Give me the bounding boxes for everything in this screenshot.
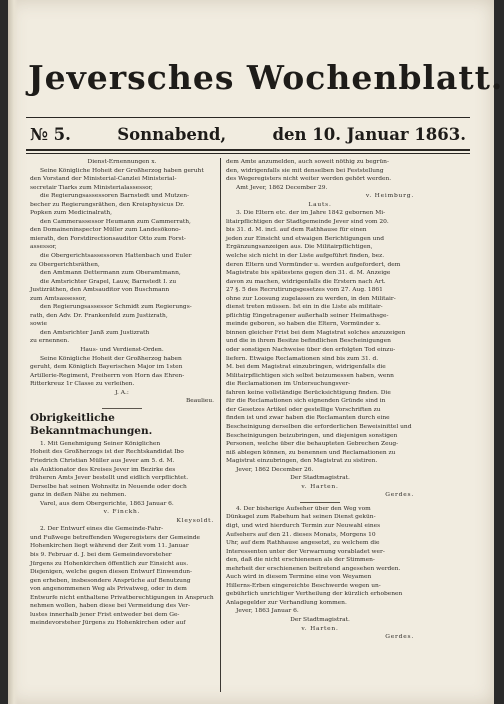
text-line: meindevorsteher Jürgens zu Hohenkirchen oder auf	[30, 620, 186, 627]
text-line: Entwurfe nicht enthaltene Privatberechtigungen in Anspruch	[30, 594, 214, 601]
text-line: mehrheit der erschienenen beitretend angesehen werden.	[226, 565, 401, 572]
text-line: den Regierungsassessor Schmidt zum Regierungs-	[40, 304, 192, 311]
text-line: Haus- und Verdienst-Orden.	[80, 347, 164, 354]
text-line: welche sich nicht in der Liste aufgeführt finden, bez.	[226, 253, 385, 260]
text-line: die Amtsrichter Grapel, Lauw, Barnstedt I. zu	[40, 278, 177, 285]
text-line: Seine Königliche Hoheit der Großherzog haben	[40, 355, 182, 362]
text-line: Diejenigen, welche gegen diesen Entwurf Einwendun-	[30, 569, 193, 576]
text-line: Friedrich Christian Müller aus Jever am 5. d. M.	[30, 457, 175, 464]
text-line: litairpflichtigen der Stadtgemeinde Jever sind vom 20.	[226, 218, 389, 225]
text-line: Amt Jever, 1862 December 29.	[236, 184, 328, 191]
text-line: die Regierungsassessoren Barnstedt und Mutzen-	[40, 193, 190, 200]
text-line: v. Finckh.	[103, 509, 141, 516]
text-line: v. Harten.	[301, 625, 339, 632]
text-line: Hillerns-Erben eingereichte Beschwerde wegen un-	[226, 582, 381, 589]
right-column	[226, 158, 414, 642]
text-line: Jever, 1863 Januar 6.	[236, 608, 299, 615]
text-line: 2. Der Entwurf eines die Gemeinde-Fahr-	[40, 526, 164, 533]
text-line: Magistrat einzubringen, den Magistrat zu sistiren.	[226, 458, 378, 465]
text-line: Lauts.	[308, 201, 332, 208]
text-line: jeden zur Einsicht und etwaigen Berichtigungen und	[226, 235, 384, 242]
dateline-rule-thin	[26, 153, 470, 154]
text-line: zu Obergerichtsräthen,	[30, 261, 100, 268]
text-line: fahren keine vollständige Berücksichtigung finden. Die	[226, 389, 391, 396]
text-line: J. A.:	[115, 389, 129, 396]
masthead-rule	[26, 117, 470, 118]
text-line: deren Eltern und Vormünder u. werden aufgefordert, dem	[226, 261, 401, 268]
section-separator	[102, 408, 142, 409]
text-line: als Auktionator des Kreises Jever im Bezirke des	[30, 466, 176, 473]
text-line: gebührlich unrichtiger Vertheilung der kürzlich erhobenen	[226, 591, 403, 598]
text-line: und die in ihrem Besitze befindlichen Bescheinigungen	[226, 338, 391, 345]
text-line: nehmen wollen, haben diese bei Vermeidung des Ver-	[30, 603, 191, 610]
issue-day: Sonnabend,	[117, 125, 227, 144]
text-line: den Cammerassessor Heumann zum Cammerrath,	[40, 218, 191, 225]
text-line: 4. Der bisherige Aufseher über den Weg vom	[236, 505, 371, 512]
text-line: niß ablegen können, zu benennen und Reclamationen zu	[226, 449, 396, 456]
text-line: bis 31. d. M. incl. auf dem Rathhause für einen	[226, 227, 367, 234]
page-binding-edge	[8, 0, 18, 704]
issue-date: den 10. Januar 1863.	[272, 125, 466, 144]
text-line: den Amtmann Dettermann zum Oberamtmann,	[40, 270, 181, 277]
text-line: M. bei dem Magistrat einzubringen, widrigenfalls die	[226, 364, 386, 371]
text-line: davon zu machen, widrigenfalls die Erstern nach Art.	[226, 278, 386, 285]
text-line: Jürgens zu Hohenkirchen öffentlich zur Einsicht aus.	[30, 560, 189, 567]
text-line: 1. Mit Genehmigung Seiner Königlichen	[40, 440, 161, 447]
text-line: und Fußwege betreffenden Wegeregisters der Gemeinde	[30, 534, 201, 541]
text-line: secretair Tiarks zum Ministerialassessor,	[30, 184, 153, 191]
text-line: geruht, dem Königlich Bayerischen Major im 1sten	[30, 364, 183, 371]
text-line: Bescheinigung derselben die erforderlichen Beweisinittel und	[226, 423, 412, 430]
text-line: Kleysoldt.	[176, 517, 214, 524]
text-line: dem Amte anzumelden, auch soweit nöthig zu begrün-	[226, 159, 389, 165]
text-line: Uhr, auf dem Rathhause angesetzt, zu welchem die	[226, 540, 380, 547]
text-line: lustes innerhalb jener Frist entweder bei dem Ge-	[30, 611, 180, 618]
text-line: liefern. Etwaige Reclamationen sind bis zum 31. d.	[226, 355, 379, 362]
text-line: finden ist und zwar haben die Reclamanten durch eine	[226, 415, 390, 422]
text-line: den Domaineninspector Müller zum Landesökono-	[30, 227, 181, 234]
text-line: Justizräthen, den Amtsauditor von Buschmann	[30, 287, 170, 294]
text-line: Bescheinigungen beizubringen, und diejenigen sonstigen	[226, 432, 398, 439]
column-divider	[220, 158, 221, 692]
text-line: digt, und wird hierdurch Termin zur Neuwahl eines	[226, 522, 381, 529]
left-column	[30, 158, 214, 628]
text-line: v. Heimburg.	[365, 193, 414, 200]
text-line: Der Stadtmagistrat.	[290, 616, 350, 623]
dateline-rule-thick	[26, 149, 470, 151]
issue-number: № 5.	[30, 125, 71, 144]
section-heading: Obrigkeitliche Bekanntmachungen.	[30, 411, 153, 437]
text-line: Gerdes.	[385, 634, 414, 641]
text-line: Der Stadtmagistrat.	[290, 475, 350, 482]
text-line: Gerdes.	[385, 492, 414, 499]
masthead-title: Jeversches Wochenblatt.	[28, 58, 504, 97]
text-line: oder sonstigen Nachweise über den erfolgten Tod einzu-	[226, 347, 396, 354]
text-line: pflichtig Eingetragener außerhalb seiner Heimathsge-	[226, 312, 389, 319]
section-separator	[300, 502, 340, 503]
text-line: rath, den Adv. Dr. Frankenfeld zum Justizrath,	[30, 312, 168, 319]
text-line: zu ernennen.	[30, 338, 70, 345]
text-line: des Wegeregisters nicht weiter werden gehört werden.	[226, 176, 392, 183]
issue-dateline	[30, 125, 466, 144]
text-line: 3. Die Eltern etc. der im Jahre 1842 gebornen Mi-	[236, 210, 386, 217]
text-line: Jever, 1862 December 26.	[236, 466, 314, 473]
text-line: den Vorstand der Ministerial-Canzlei Ministerial-	[30, 176, 177, 183]
text-line: Aufsehers auf den 21. dieses Monats, Morgens 10	[226, 531, 376, 538]
text-line: v. Harten.	[301, 483, 339, 490]
text-line: becher zu Regierungsräthen, den Kreisphysicus Dr.	[30, 201, 185, 208]
text-line: gen erheben, insbesondere Ansprüche auf Benutzung	[30, 577, 191, 584]
text-line: Artillerie-Regiment, Freiherrn von Horn das Ehren-	[30, 372, 185, 379]
text-line: Dienst-Ernennungen x.	[87, 159, 157, 165]
text-line: Popken zum Medicinalrath,	[30, 210, 113, 217]
text-line: die Obergerichtsassessoren Hattenbach und Euler	[40, 253, 192, 260]
text-line: sowie	[30, 321, 47, 328]
text-line: assessor,	[30, 244, 57, 251]
text-line: den, daß die nicht erschienenen als der Stimmen-	[226, 557, 375, 564]
text-line: Personen, welche über die behaupteten Gebrechen Zeug-	[226, 441, 399, 448]
text-line: Magistrate bis spätestens gegen den 31. d. M. Anzeige	[226, 270, 391, 277]
text-line: Dünkagel zum Rabehum hat seinen Dienst gekün-	[226, 514, 376, 521]
text-line: den, widrigenfalls sie mit denselben bei Feststellung	[226, 167, 384, 174]
text-line: Hohenkirchen liegt während der Zeit vom 11. Januar	[30, 543, 189, 550]
text-line: Militairpflichtigen sich selbst beizumessen haben, wenn	[226, 372, 394, 379]
text-line: für die Reclamationen sich eignenden Gründe sind in	[226, 398, 386, 405]
text-line: früheren Amts Jever bestellt und eidlich verpflichtet.	[30, 475, 189, 482]
text-line: Auch wird in diesem Termine eine von Weyamen	[226, 574, 372, 581]
text-line: Interessenten unter der Verwarnung vorabladet wer-	[226, 548, 385, 555]
text-line: Varel, aus dem Obergerichte, 1863 Januar 6.	[40, 500, 174, 507]
text-line: mierath, den Forstdirectionsauditor Otto zum Forst-	[30, 235, 186, 242]
text-line: die Reclamationen im Untersuchungsver-	[226, 381, 351, 388]
text-line: 27 §. 5 des Recrutirungsgesetzes vom 27. Aug. 1861	[226, 287, 383, 294]
text-line: ohne zur Loosung zugelassen zu werden, in den Militair-	[226, 295, 396, 302]
text-line: Derselbe hat seinen Wohnsitz in Neuende oder doch	[30, 483, 187, 490]
text-line: Beaulieu.	[185, 398, 214, 405]
text-line: zum Amtsassessor,	[30, 295, 87, 302]
text-line: Ritterkreuz 1r Classe zu verleihen.	[30, 381, 135, 388]
text-line: Seine Königliche Hoheit der Großherzog haben geruht	[40, 167, 204, 174]
text-line: Ergänzungsanzeigen aus. Die Militairpflichtigen,	[226, 244, 373, 251]
text-line: der Gesetzes Artikel oder gestellige Vorschriften zu	[226, 406, 381, 413]
text-line: ganz in deßen Nähe zu nehmen.	[30, 492, 127, 499]
text-line: binnen gleicher Frist bei dem Magistrat solches anzuzeigen	[226, 329, 406, 336]
text-line: Hoheit des Großherzogs ist der Rechtskandidat Ibo	[30, 449, 184, 456]
text-line: den Amtsrichter Janß zum Justizrath	[40, 329, 150, 336]
text-line: von angenommenen Weg als Privatweg, oder in dem	[30, 586, 187, 593]
text-line: dienst treten müssen. Ist ein in die Liste als militair-	[226, 304, 383, 311]
text-line: meinde geboren, so haben die Eltern, Vormünder x.	[226, 321, 381, 328]
text-line: bis 9. Februar d. J. bei dem Gemeindevorsteher	[30, 551, 172, 558]
text-line: Anlagegelder zur Verhandlung kommen.	[226, 599, 347, 606]
